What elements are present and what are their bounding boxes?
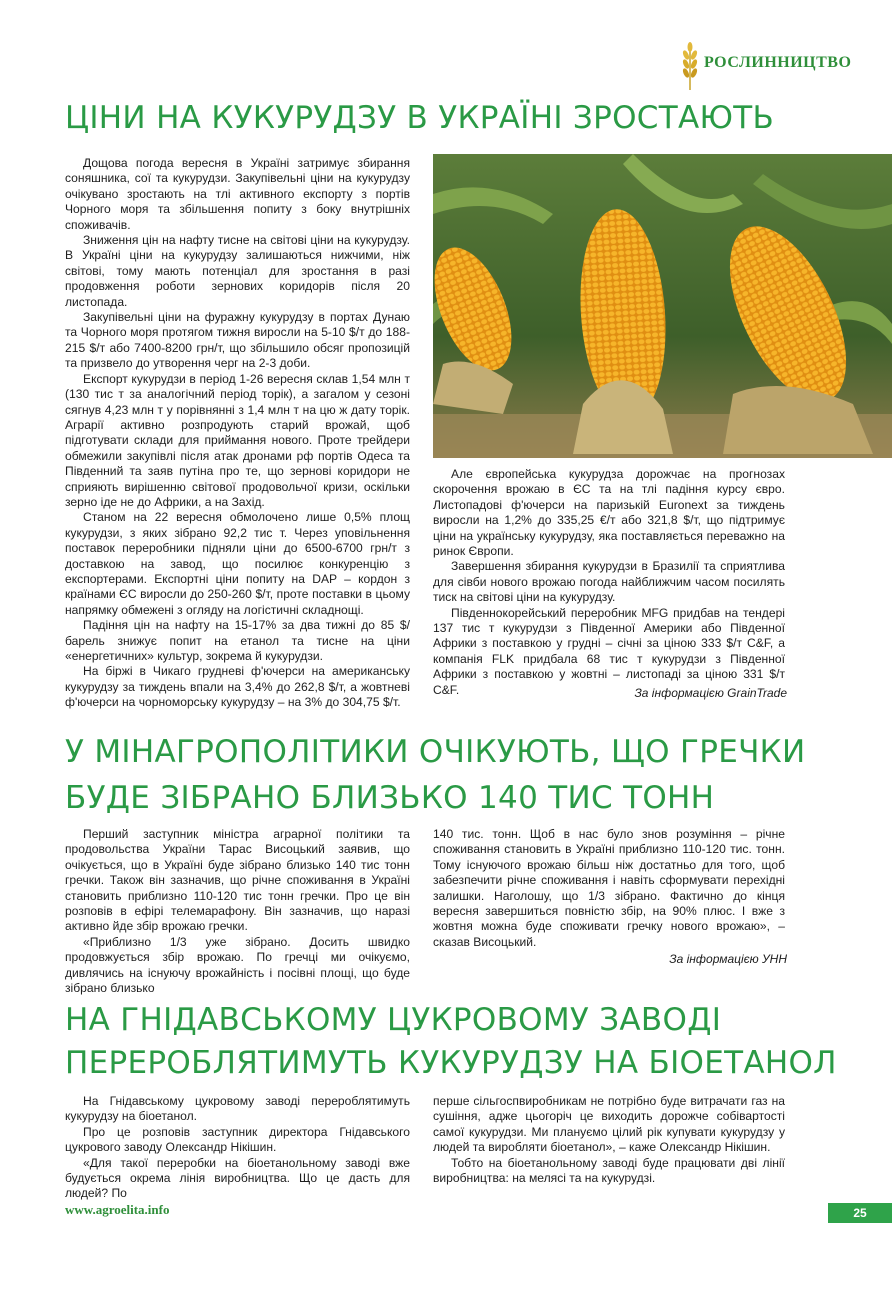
article3-column-1 xyxy=(65,1094,410,1202)
paragraph: Перший заступник міністра аграрної політики та продовольства України Тарас Висоцький заявив, що очікується, що в Україні буде зібрано близько 140 тис тонн гречки. Також він зазначив, що річне споживання в Україні становить приблизно 110-120 тис тонн гречки. Про це він розповів в ефірі телемарафону. Він зазначив, що наразі активно йде збір врожаю гречки. xyxy=(65,827,410,934)
paragraph: На Гнідавському цукровому заводі перероблятимуть кукурудзу на біоетанол. xyxy=(65,1094,410,1124)
paragraph: Експорт кукурудзи в період 1-26 вересня склав 1,54 млн т (130 тис т за аналогічний період торік), а загалом у сезоні сягнув 4,23 млн т у порівнянні з 1,4 млн т на цю ж дату торік. Аграрії активно розпродують старий врожай, щоб підготувати склади для приймання нового. Проте трейдери обмежили закупівлі після атак дронами рф портів Одеса та Південний та заяв путіна про те, що зернові коридори не сприяють вирішенню світової продовольчої кризи, оскільки зерно іде не до Африки, а на Захід. xyxy=(65,371,410,509)
paragraph: «Приблизно 1/3 уже зібрано. Досить швидко продовжується збір врожаю. По гречці ми очікуємо, дивлячись на існуючу врожайність і посівні площі, що буде зібрано близько xyxy=(65,934,410,996)
article3-title-line2: ПЕРЕРОБЛЯТИМУТЬ КУКУРУДЗУ НА БІОЕТАНОЛ xyxy=(65,1045,837,1081)
paragraph: 140 тис. тонн. Щоб в нас було знов розуміння – річне споживання становить в Україні приблизно 110-120 тис. тонн. Тому існуючого врожаю більш ніж достатньо для того, щоб забезпечити річне споживання і навіть сформувати перехідні залишки. Наголошу, що 1/3 зібрано. Фактично до кінця вересня завершиться повністю збір, на 90% плюс. І вже з жовтня можна буде споживати гречку нового врожаю», – сказав Висоцький. xyxy=(433,827,785,949)
article3-column-2 xyxy=(433,1094,785,1186)
article2-source: За інформацією УНН xyxy=(669,952,787,966)
paragraph: Завершення збирання кукурудзи в Бразилії та сприятлива для сівби нового врожаю погода найближчим часом посилять тиск на світові ціни на кукурудзу. xyxy=(433,559,785,605)
paragraph: перше сільгоспвиробникам не потрібно буде витрачати газ на сушіння, адже цьогоріч це виходить дорожче собівартості самої кукурудзи. Ми плануємо цілий рік купувати кукурудзу у людей та виробляти біоетанол», – каже Олександр Нікішин. xyxy=(433,1094,785,1155)
paragraph: Про це розповів заступник директора Гнідавського цукрового заводу Олександр Нікішин. xyxy=(65,1124,410,1155)
wheat-ear-icon xyxy=(680,40,700,90)
article1-column-2 xyxy=(433,467,785,698)
paragraph: «Для такої переробки на біоетанольному заводі вже будується окрема лінія виробництва. Що це дасть для людей? По xyxy=(65,1155,410,1201)
paragraph: Станом на 22 вересня обмолочено лише 0,5% площ кукурудзи, з яких зібрано 92,2 тис т. Через уповільнення поставок переробники підняли ціни до 6500-6700 грн/т з доставкою на завод, що посилює конкуренцію з експортерами. Експортні ціни попиту на DAP – кордон з країнами ЄС виросли до 250-260 $/т, проте поставки в цьому напрямку обмежені з огляду на логістичні складнощі. xyxy=(65,510,410,617)
paragraph: Але європейська кукурудза дорожчає на прогнозах скорочення врожаю в ЄС та на тлі падіння курсу євро. Листопадові ф'ючерси на паризькій Euronext за тиждень виросли на 1,2% до 335,25 €/т або 321,8 $/т, що підтримує ціни на українську кукурудзу, яка поставляється переважно на ринок Європи. xyxy=(433,467,785,559)
article2-title-line2: БУДЕ ЗІБРАНО БЛИЗЬКО 140 ТИС ТОНН xyxy=(65,780,715,816)
section-tag xyxy=(680,40,870,90)
paragraph: На біржі в Чикаго грудневі ф'ючерси на американську кукурудзу за тиждень впали на 3,4% до 262,8 $/т, а жовтневі ф'ючерси на чорноморську кукурудзу – на 3% до 304,75 $/т. xyxy=(65,664,410,710)
paragraph: Зниження цін на нафту тисне на світові ціни на кукурудзу. В Україні ціни на кукурудзу залишаються нижчими, ніж світові, тому мають потенціал для зростання в разі продовження роботи зернових коридорів після 20 листопада. xyxy=(65,233,410,309)
paragraph: Закупівельні ціни на фуражну кукурудзу в портах Дунаю та Чорного моря протягом тижня виросли на 5-10 $/т до 188-215 $/т або 7400-8200 грн/т, що збільшило обсяг пропозицій та призвело до утворення черг на 2-3 доби. xyxy=(65,310,410,371)
article1-title: ЦІНИ НА КУКУРУДЗУ В УКРАЇНІ ЗРОСТАЮТЬ xyxy=(65,100,775,136)
article1-source: За інформацією GrainTrade xyxy=(634,686,787,700)
paragraph: Тобто на біоетанольному заводі буде працювати дві лінії виробництва: на мелясі та на кукурудзі. xyxy=(433,1155,785,1186)
paragraph: Південнокорейський переробник MFG придбав на тендері 137 тис т кукурудзи з Південної Америки або Південної Африки з поставкою у грудні – січні за ціною 333 $/т C&F, а компанія FLK придбала 68 тис т кукурудзи з Південної Африки з поставкою у жовтні – листопаді за ціною 331 $/т C&F. xyxy=(433,605,785,697)
corn-cobs-photo xyxy=(433,154,892,458)
footer-url[interactable]: www.agroelita.info xyxy=(65,1202,170,1217)
paragraph: Падіння цін на нафту на 15-17% за два тижні до 85 $/барель знижує попит на етанол та тисне на ціни «енергетичних» культур, зокрема й кукурудзи. xyxy=(65,618,410,663)
article3-title-line1: НА ГНІДАВСЬКОМУ ЦУКРОВОМУ ЗАВОДІ xyxy=(65,1002,722,1038)
article2-column-1 xyxy=(65,827,410,996)
article1-column-1 xyxy=(65,156,410,711)
section-label: РОСЛИННИЦТВО xyxy=(704,54,852,71)
paragraph: Дощова погода вересня в Україні затримує збирання соняшника, сої та кукурудзи. Закупівельні ціни на кукурудзу очікувано зростають на тлі активного експорту з портів Чорного моря та збільшення попиту з боку внутрішніх споживачів. xyxy=(65,156,410,232)
page-number: 25 xyxy=(828,1203,892,1223)
article2-column-2 xyxy=(433,827,785,950)
article2-title-line1: У МІНАГРОПОЛІТИКИ ОЧІКУЮТЬ, ЩО ГРЕЧКИ xyxy=(65,734,806,770)
